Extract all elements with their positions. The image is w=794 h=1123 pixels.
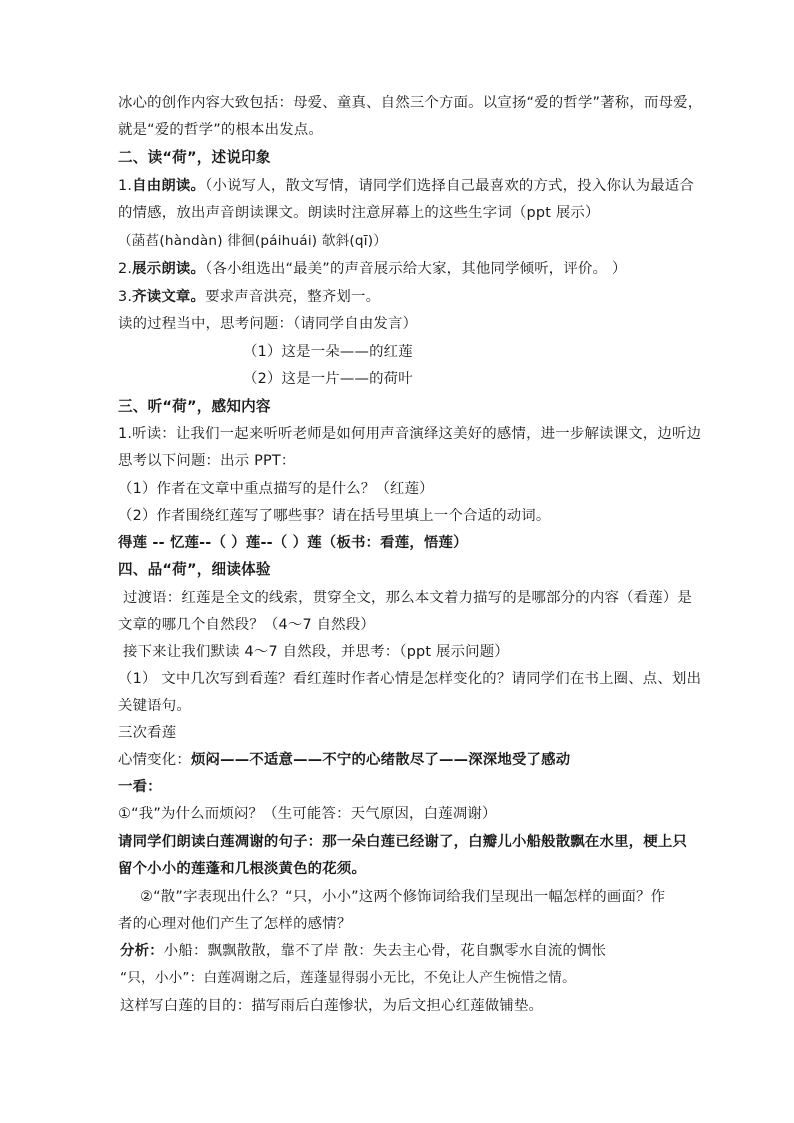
transition-line-2: 文章的哪几个自然段？（4～7 自然段） [118, 617, 375, 633]
listen-line-1: 1.听读：让我们一起来听听老师是如何用声音演绎这美好的感情，进一步解读课文，边听边 [118, 426, 702, 442]
detail-question-line-1: ②“散”字表现出什么？“只，小小”这两个修饰词给我们呈现出一幅怎样的画面？作 [140, 889, 666, 905]
read-aloud-line-1: 请同学们朗读白莲凋谢的句子：那一朵白莲已经谢了，白瓣儿小船般散飘在水里，梗上只 [118, 834, 688, 850]
section-heading-4: 四、品“荷”，细读体验 [118, 561, 271, 578]
reading-question-line-2: 关键语句。 [118, 698, 191, 714]
analysis-line-2: “只，小小”：白莲凋谢之后，莲蓬显得弱小无比，不免让人产生惋惜之情。 [120, 970, 576, 986]
question-1: （1）这是一朵——的红莲 [243, 344, 413, 360]
step-text: 要求声音洪亮，整齐划一。 [205, 289, 381, 305]
step-title: 齐读文章。 [132, 289, 206, 305]
mood-change-line [118, 750, 570, 770]
step-2-line [118, 259, 627, 279]
transition-line-1: 过渡语：红莲是全文的线索，贯穿全文，那么本文着力描写的是哪部分的内容（看莲）是 [123, 590, 693, 606]
listen-question-2: （2）作者围绕红莲写了哪些事？请在括号里填上一个合适的动词。 [118, 508, 551, 524]
reading-question-line-1: （1） 文中几次写到看莲？看红莲时作者心情是怎样变化的？请同学们在书上圈、点、划出 [118, 671, 702, 687]
analysis-text: 小船：飘飘散散，靠不了岸 散：失去主心骨，花自飘零水自流的惆怅 [163, 943, 607, 959]
step-number: 1. [118, 178, 133, 194]
three-views-label: 三次看莲 [118, 725, 177, 741]
listen-question-1: （1）作者在文章中重点描写的是什么？（红莲） [118, 481, 434, 497]
section-heading-3: 三、听“荷”，感知内容 [118, 398, 271, 415]
step-3-line [118, 287, 380, 307]
step-number: 2. [118, 261, 133, 277]
step-text: （各小组选出“最美”的声音展示给大家，其他同学倾听，评价。 ） [205, 261, 627, 277]
detail-question-line-2: 者的心理对他们产生了怎样的感情？ [118, 916, 352, 932]
step-1-line-1 [118, 176, 694, 196]
analysis-label: 分析： [120, 943, 164, 959]
vocabulary-line: （菡萏(hàndàn) 徘徊(páihuái) 欹斜(qī)） [118, 233, 388, 249]
silent-reading-line: 接下来让我们默读 4～7 自然段，并思考：（ppt 展示问题） [123, 644, 509, 660]
read-aloud-line-2: 留个小小的莲蓬和几根淡黄色的花须。 [118, 861, 367, 877]
step-1-line-2: 的情感，放出声音朗读课文。朗读时注意屏幕上的这些生字词（ppt 展示） [118, 205, 600, 221]
first-view-label: 一看： [118, 779, 162, 795]
question-2: （2）这是一片——的荷叶 [243, 371, 413, 387]
mood-label: 心情变化： [118, 752, 191, 768]
analysis-line [120, 941, 606, 961]
listen-line-2: 思考以下问题：出示 PPT： [118, 453, 296, 469]
mood-sequence: 烦闷——不适意——不宁的心绪散尽了——深深地受了感动 [190, 752, 571, 768]
blackboard-line: 得莲 -- 忆莲--（ ）莲--（ ）莲（板书：看莲，悟莲） [118, 535, 468, 551]
step-title: 展示朗读。 [132, 261, 206, 277]
section-heading-2: 二、读“荷”，述说印象 [118, 149, 271, 166]
step-number: 3. [118, 289, 133, 305]
paragraph-intro-line-2: 就是“爱的哲学”的根本出发点。 [118, 122, 323, 138]
first-view-question: ①“我”为什么而烦闷？（生可能答：天气原因，白莲凋谢） [118, 806, 497, 822]
paragraph-intro-line-1: 冰心的创作内容大致包括：母爱、童真、自然三个方面。以宣扬“爱的哲学”著称，而母爱， [118, 95, 703, 111]
step-title: 自由朗读。 [132, 178, 206, 194]
question-intro: 读的过程当中，思考问题：（请同学自由发言） [118, 316, 418, 332]
step-text: （小说写人，散文写情，请同学们选择自己最喜欢的方式，投入你认为最适合 [205, 178, 694, 194]
purpose-line: 这样写白莲的目的：描写雨后白莲惨状，为后文担心红莲做铺垫。 [120, 998, 544, 1014]
